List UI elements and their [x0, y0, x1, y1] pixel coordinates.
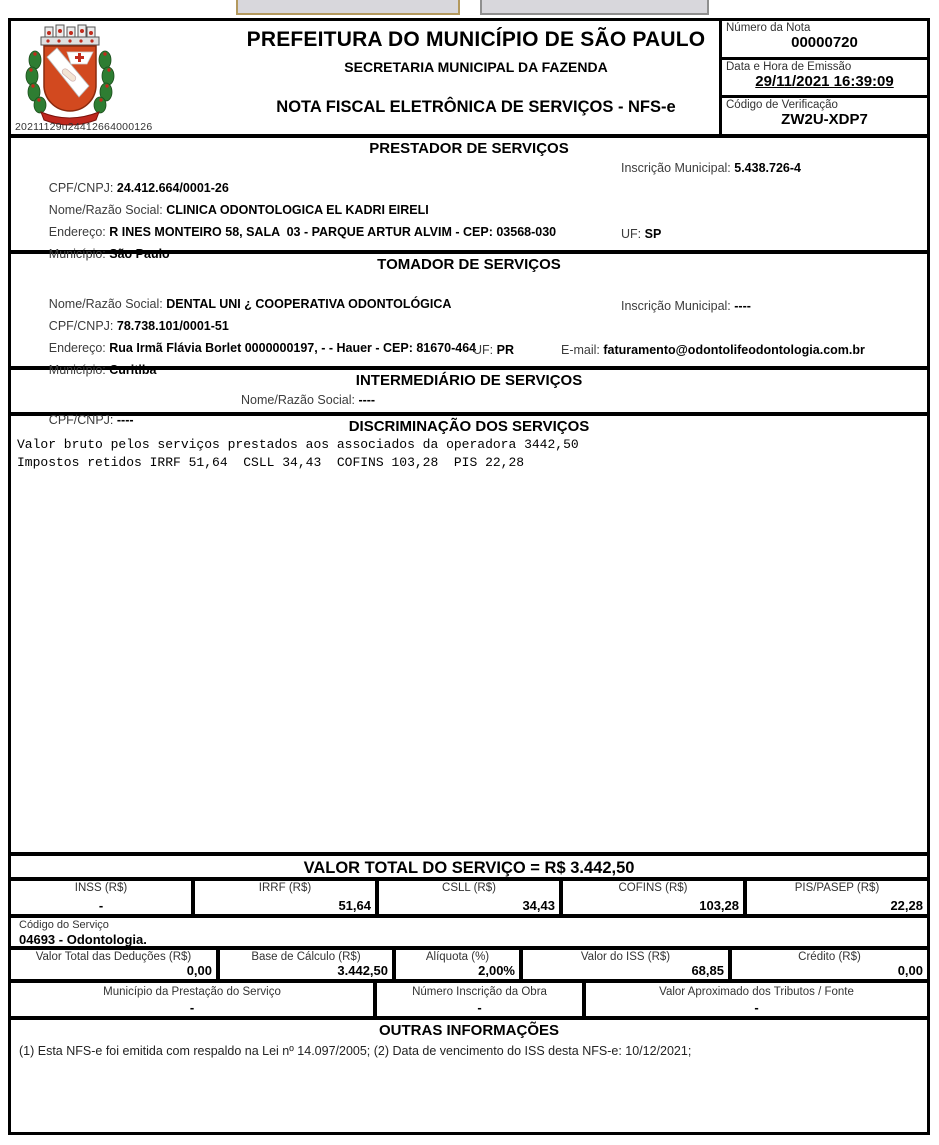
inscricao-obra-value: -	[477, 1000, 482, 1015]
tomador-nome-value: DENTAL UNI ¿ COOPERATIVA ODONTOLÓGICA	[166, 297, 452, 311]
valor-iss-cell	[523, 950, 728, 979]
aliquota-value: 2,00%	[478, 963, 515, 978]
outras-informacoes-text: (1) Esta NFS-e foi emitida com respaldo na Lei nº 14.097/2005; (2) Data de vencimento do ISS desta NFS-e: 10/12/2021;	[19, 1044, 692, 1058]
header-titles	[233, 21, 719, 134]
cofins-value: 103,28	[699, 898, 739, 913]
tomador-uf-value: PR	[496, 343, 514, 357]
intermediario-cpf-value: ----	[116, 413, 134, 427]
csll-label: CSLL (R$)	[442, 882, 496, 894]
aliquota-label: Alíquota (%)	[425, 951, 490, 963]
prestador-nome-value: CLINICA ODONTOLOGICA EL KADRI EIRELI	[166, 203, 429, 217]
tomador-municipio-value: Curitiba	[109, 363, 157, 377]
tomador-endereco-value: Rua Irmã Flávia Borlet 0000000197, - - Hauer - CEP: 81670-464	[109, 341, 477, 355]
verification-code-cell	[722, 95, 927, 134]
csll-value: 34,43	[522, 898, 555, 913]
prestador-endereco-value: R INES MONTEIRO 58, SALA 03 - PARQUE ARTUR ALVIM - CEP: 03568-030	[109, 225, 557, 239]
municipio-prestacao-value: -	[189, 1000, 195, 1015]
tomador-nome-label: Nome/Razão Social:	[48, 297, 163, 311]
credito-label: Crédito (R$)	[798, 951, 861, 963]
irrf-value: 51,64	[338, 898, 371, 913]
tributos-fonte-cell	[586, 983, 927, 1016]
prestador-endereco-label: Endereço:	[48, 225, 106, 239]
protocol-number: 20211129u24412664000126	[15, 121, 153, 133]
deducoes-cell	[11, 950, 216, 979]
document-title: NOTA FISCAL ELETRÔNICA DE SERVIÇOS - NFS-e	[276, 98, 676, 116]
emission-date-value: 29/11/2021 16:39:09	[755, 72, 894, 90]
prestador-cpf-row	[11, 158, 927, 195]
pis-value: 22,28	[890, 898, 923, 913]
verification-code-value: ZW2U-XDP7	[781, 111, 868, 129]
deducoes-value: 0,00	[186, 963, 212, 978]
tomador-im-label: Inscrição Municipal:	[621, 299, 731, 313]
outras-informacoes-title: OUTRAS INFORMAÇÕES	[379, 1022, 559, 1039]
base-calculo-label: Base de Cálculo (R$)	[251, 951, 361, 963]
discriminacao-title: DISCRIMINAÇÃO DOS SERVIÇOS	[348, 418, 590, 435]
section-prestador	[11, 138, 927, 261]
prestador-municipio-row	[11, 224, 927, 261]
calculo-table	[11, 950, 927, 983]
tomador-municipio-label: Município:	[48, 363, 106, 377]
base-calculo-cell	[220, 950, 392, 979]
prestador-uf-label: UF:	[621, 227, 642, 241]
municipio-prestacao-label: Município da Prestação do Serviço	[103, 986, 281, 998]
tomador-cpf-value: 78.738.101/0001-51	[116, 319, 229, 333]
page-title: PREFEITURA DO MUNICÍPIO DE SÃO PAULO	[246, 28, 706, 51]
credito-value: 0,00	[897, 963, 923, 978]
tributos-fonte-value: -	[754, 1000, 759, 1015]
toolbar-button-right[interactable]	[480, 0, 709, 15]
header-info-panel	[719, 21, 927, 134]
inss-label: INSS (R$)	[74, 882, 128, 894]
valor-total-bar: VALOR TOTAL DO SERVIÇO = R$ 3.442,50	[11, 856, 927, 881]
prestador-municipio-value: São Paulo	[109, 247, 170, 261]
tomador-cpf-row	[11, 296, 927, 333]
intermediario-nome-label: Nome/Razão Social:	[241, 393, 355, 407]
tomador-municipio-row	[11, 340, 927, 377]
credito-cell	[732, 950, 927, 979]
deducoes-label: Valor Total das Deduções (R$)	[35, 951, 192, 963]
municipio-prestacao-cell	[11, 983, 373, 1016]
invoice-body	[8, 18, 930, 1135]
discriminacao-line-1: Valor bruto pelos serviços prestados aos associados da operadora 3442,50	[17, 437, 579, 452]
prestador-nome-row	[11, 180, 927, 217]
discriminacao-line-2: Impostos retidos IRRF 51,64 CSLL 34,43 COFINS 103,28 PIS 22,28	[17, 455, 525, 470]
tomador-email-label: E-mail:	[561, 343, 600, 357]
prestador-municipio-label: Município:	[48, 247, 106, 261]
invoice-header	[11, 21, 927, 138]
tomador-title: TOMADOR DE SERVIÇOS	[377, 256, 561, 273]
verification-code-label: Código de Verificação	[726, 99, 838, 112]
tomador-im-value: ----	[734, 299, 751, 313]
page-subtitle: SECRETARIA MUNICIPAL DA FAZENDA	[344, 59, 608, 75]
valor-iss-label: Valor do ISS (R$)	[580, 951, 671, 963]
prestador-im-value: 5.438.726-4	[734, 161, 801, 175]
cofins-label: COFINS (R$)	[618, 882, 688, 894]
tomador-endereco-label: Endereço:	[48, 341, 106, 355]
section-discriminacao	[11, 416, 927, 856]
aliquota-cell	[396, 950, 519, 979]
tributos-fonte-label: Valor Aproximado dos Tributos / Fonte	[659, 986, 854, 998]
prestador-cpf-label: CPF/CNPJ:	[48, 181, 114, 195]
nota-number-label: Número da Nota	[726, 22, 811, 34]
csll-cell	[379, 881, 559, 914]
nota-number-value: 00000720	[791, 34, 858, 51]
impostos-table	[11, 881, 927, 918]
codigo-servico-label: Código do Serviço	[19, 919, 109, 931]
section-tomador	[11, 254, 927, 377]
inscricao-obra-cell	[377, 983, 582, 1016]
inss-cell	[11, 881, 191, 914]
intermediario-nome-value: ----	[358, 393, 376, 407]
codigo-servico	[11, 918, 927, 950]
inss-value: -	[98, 898, 104, 913]
tomador-cpf-label: CPF/CNPJ:	[48, 319, 114, 333]
section-outras-informacoes	[11, 1020, 927, 1132]
inscricao-obra-label: Número Inscrição da Obra	[412, 986, 547, 998]
irrf-cell	[195, 881, 375, 914]
base-calculo-value: 3.442,50	[337, 963, 388, 978]
prestador-nome-label: Nome/Razão Social:	[48, 203, 163, 217]
emission-date-cell	[722, 57, 927, 96]
intermediario-title: INTERMEDIÁRIO DE SERVIÇOS	[355, 372, 583, 389]
tomador-uf-label: UF:	[473, 343, 494, 357]
tomador-email-value: faturamento@odontolifeodontologia.com.br	[603, 343, 865, 357]
cofins-cell	[563, 881, 743, 914]
intermediario-cpf-label: CPF/CNPJ:	[48, 413, 114, 427]
codigo-servico-value: 04693 - Odontologia.	[19, 932, 147, 947]
toolbar-button-left[interactable]	[236, 0, 460, 15]
irrf-label: IRRF (R$)	[258, 882, 312, 894]
header-logo-cell	[11, 21, 233, 134]
prestador-uf-value: SP	[644, 227, 662, 241]
emission-date-label: Data e Hora de Emissão	[726, 60, 852, 73]
prestador-cpf-value: 24.412.664/0001-26	[116, 181, 229, 195]
pis-label: PIS/PASEP (R$)	[794, 882, 880, 894]
nota-number-cell	[722, 21, 927, 57]
prestador-title: PRESTADOR DE SERVIÇOS	[369, 140, 569, 157]
complemento-table	[11, 983, 927, 1020]
sao-paulo-coat-of-arms-icon	[23, 24, 115, 128]
pis-cell	[747, 881, 927, 914]
valor-iss-value: 68,85	[691, 963, 724, 978]
prestador-im-label: Inscrição Municipal:	[621, 161, 731, 175]
